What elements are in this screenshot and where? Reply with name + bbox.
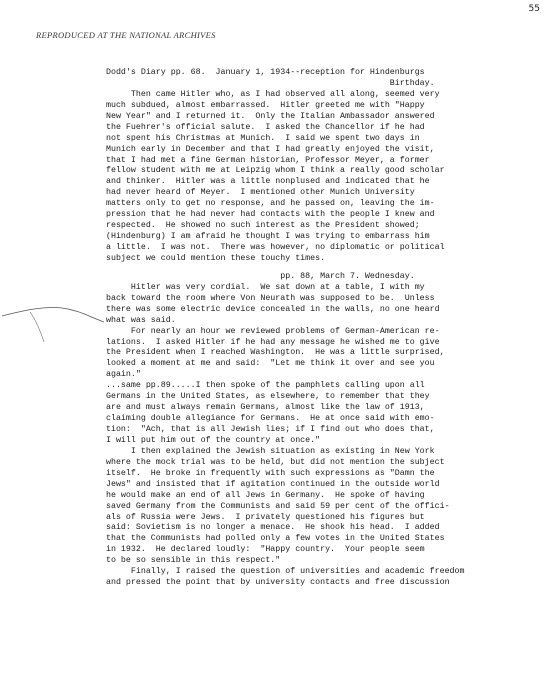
text-line: I then explained the Jewish situation as existing in New York [106,446,435,456]
text-line: New Year" and I returned it. Only the Italian Ambassador answered [106,111,435,121]
text-line: Birthday. [106,78,435,88]
text-line: what was said. [106,315,176,325]
text-line: (Hindenburg) I am afraid he thought I was trying to embarrass him [106,232,430,242]
text-line: and pressed the point that by university contacts and free discussion [106,578,450,588]
margin-pen-mark [0,286,110,346]
text-line: a little. I was not. There was however, no diplomatic or political [106,243,445,252]
text-line: ...same pp.89.....I then spoke of the pamphlets calling upon all [106,381,425,391]
text-line: itself. He broke in frequently with such expressions as "Damn the [106,468,435,478]
archives-stamp: REPRODUCED AT THE NATIONAL ARCHIVES [36,30,216,40]
text-line: looked a moment at me and said: "Let me think it over and see you [106,359,435,369]
page-number: 55 [528,4,540,14]
text-line: in 1932. He declared loudly: "Happy country. Your people seem [106,545,425,555]
text-line: much subdued, almost embarrassed. Hitler greeted me with "Happy [106,100,425,110]
text-line: lations. I asked Hitler if he had any message he wished me to give [106,337,440,347]
text-line: For nearly an hour we reviewed problems of German-American re- [106,326,440,336]
typed-body [106,68,530,589]
text-line: tion: "Ach, that is all Jewish lies; if I find out who does that, [106,425,435,434]
text-line: there was some electric device concealed in the walls, no one heard [106,304,440,314]
text-line: that the Communists had polled only a few votes in the United States [106,534,445,544]
text-line: Hitler was very cordial. We sat down at a table, I with my [106,282,425,292]
text-line: not spent his Christmas at Munich. I said we spent two days in [106,133,420,143]
text-line: pression that he had never had contacts with the people I knew and [106,210,435,220]
diary-section-2 [106,272,530,589]
text-line: claiming double allegiance for Germans. He at once said with emo- [106,414,435,424]
text-line: Then came Hitler who, as I had observed all along, seemed very [106,89,440,99]
text-line: and thinker. Hitler was a little nonplused and indicated that he [106,177,430,187]
text-line: had never heard of Meyer. I mentioned other Munich University [106,188,415,198]
text-line: Germans in the United States, as elsewhere, to remember that they [106,392,430,402]
text-line: Finally, I raised the question of universities and academic freedom [106,567,465,577]
text-line: he would make an end of all Jews in Germany. He spoke of having [106,490,425,500]
text-line: als of Russia were Jews. I privately questioned his figures but [106,512,425,522]
text-line: to be so sensible in this respect." [106,556,281,566]
text-line: again." [106,370,141,380]
text-line: are and must always remain Germans, almost like the law of 1913, [106,403,425,413]
text-line: Dodd's Diary pp. 68. January 1, 1934--reception for Hindenburgs [106,68,425,77]
text-line: matters only to get no response, and he passed on, leaving the im- [106,199,435,209]
text-line: Jews" and insisted that if agitation continued in the outside world [106,479,440,489]
text-line: the Fuehrer's official salute. I asked the Chancellor if he had [106,122,425,132]
text-line: I will put him out of the country at once." [106,435,321,445]
text-line: said: Sovietism is no longer a menace. He shook his head. I added [106,523,440,533]
text-line: back toward the room where Von Neurath was supposed to be. Unless [106,293,435,303]
text-line: where the mock trial was to be held, but did not mention the subject [106,457,445,467]
section-gap [106,265,530,272]
text-line: respected. He showed no such interest as the President showed; [106,221,420,231]
text-line: Munich early in December and that I had greatly enjoyed the visit, [106,144,435,154]
text-line: saved Germany from the Communists and said 59 per cent of the offici- [106,501,450,511]
text-line: that I had met a fine German historian, Professor Meyer, a former [106,155,430,165]
text-line: pp. 88, March 7. Wednesday. [106,271,415,281]
text-line: the President when I reached Washington. He was a little surprised, [106,348,445,358]
text-line: fellow student with me at Leipzig whom I think a really good scholar [106,166,445,176]
text-line: subject we could mention these touchy times. [106,253,326,263]
diary-section-1 [106,68,530,265]
